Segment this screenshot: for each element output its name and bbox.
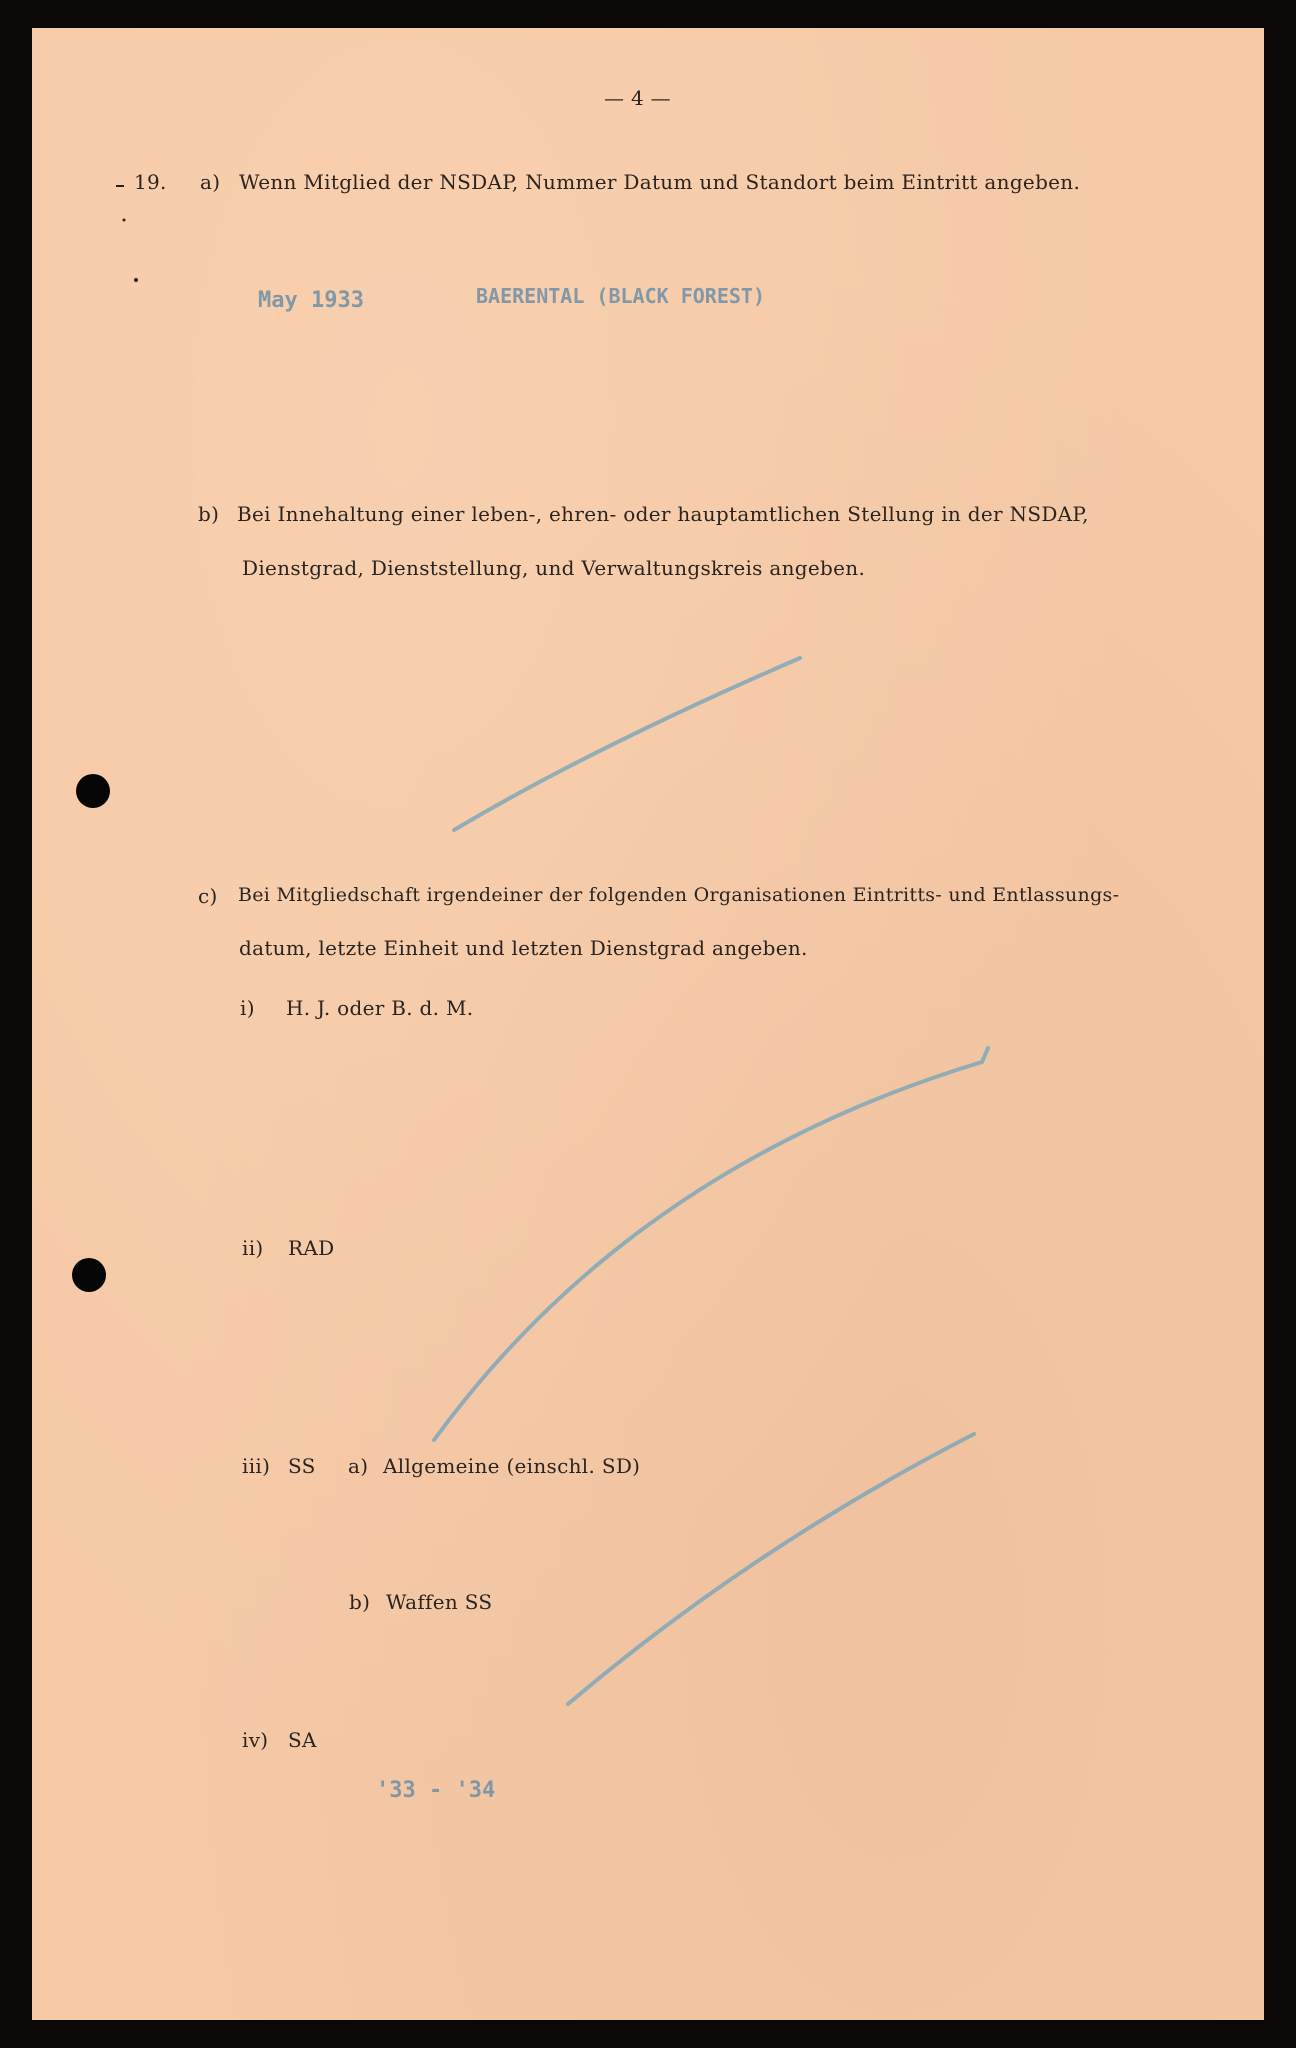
pencil-stroke-b — [454, 658, 800, 830]
item-i-text: H. J. oder B. d. M. — [286, 996, 474, 1020]
question-c-line2: datum, letzte Einheit und letzten Dienstgrad angeben. — [239, 936, 808, 960]
question-number: 19. — [134, 170, 167, 194]
item-iv-text: SA — [288, 1728, 317, 1752]
punch-hole-icon — [72, 1258, 106, 1292]
document-page — [32, 28, 1264, 2020]
pencil-stroke-c1 — [434, 1048, 988, 1440]
question-a-text: Wenn Mitglied der NSDAP, Nummer Datum und Standort beim Eintritt angeben. — [239, 170, 1081, 194]
question-a-label: a) — [200, 170, 221, 194]
question-c-label: c) — [198, 884, 218, 908]
pencil-strokes — [32, 28, 1264, 2020]
item-iii-sub-text: Allgemeine (einschl. SD) — [383, 1454, 641, 1478]
ink-speck — [134, 278, 138, 282]
item-ii-label: ii) — [242, 1236, 264, 1260]
question-b-line2: Dienstgrad, Dienststellung, und Verwaltungskreis angeben. — [242, 556, 866, 580]
item-i-label: i) — [240, 996, 255, 1020]
question-b-line1: Bei Innehaltung einer leben-, ehren- oder hauptamtlichen Stellung in der NSDAP, — [237, 502, 1089, 526]
answer-sa-dates: '33 - '34 — [376, 1778, 496, 1803]
question-b-label: b) — [198, 502, 220, 526]
item-ii-text: RAD — [288, 1236, 335, 1260]
item-waffen-text: Waffen SS — [386, 1590, 493, 1614]
item-iii-sub-label: a) — [348, 1454, 369, 1478]
item-iii-label: iii) — [242, 1454, 271, 1478]
page-number: — 4 — — [604, 86, 671, 110]
item-waffen-label: b) — [349, 1590, 371, 1614]
answer-a-date: May 1933 — [258, 288, 364, 313]
answer-a-place: BAERENTAL (BLACK FOREST) — [476, 284, 765, 308]
punch-hole-icon — [76, 774, 110, 808]
item-iv-label: iv) — [242, 1728, 269, 1752]
item-iii-text: SS — [288, 1454, 316, 1478]
ink-speck — [123, 219, 126, 222]
question-c-line1: Bei Mitgliedschaft irgendeiner der folgenden Organisationen Eintritts- und Entlassungs- — [238, 884, 1120, 906]
